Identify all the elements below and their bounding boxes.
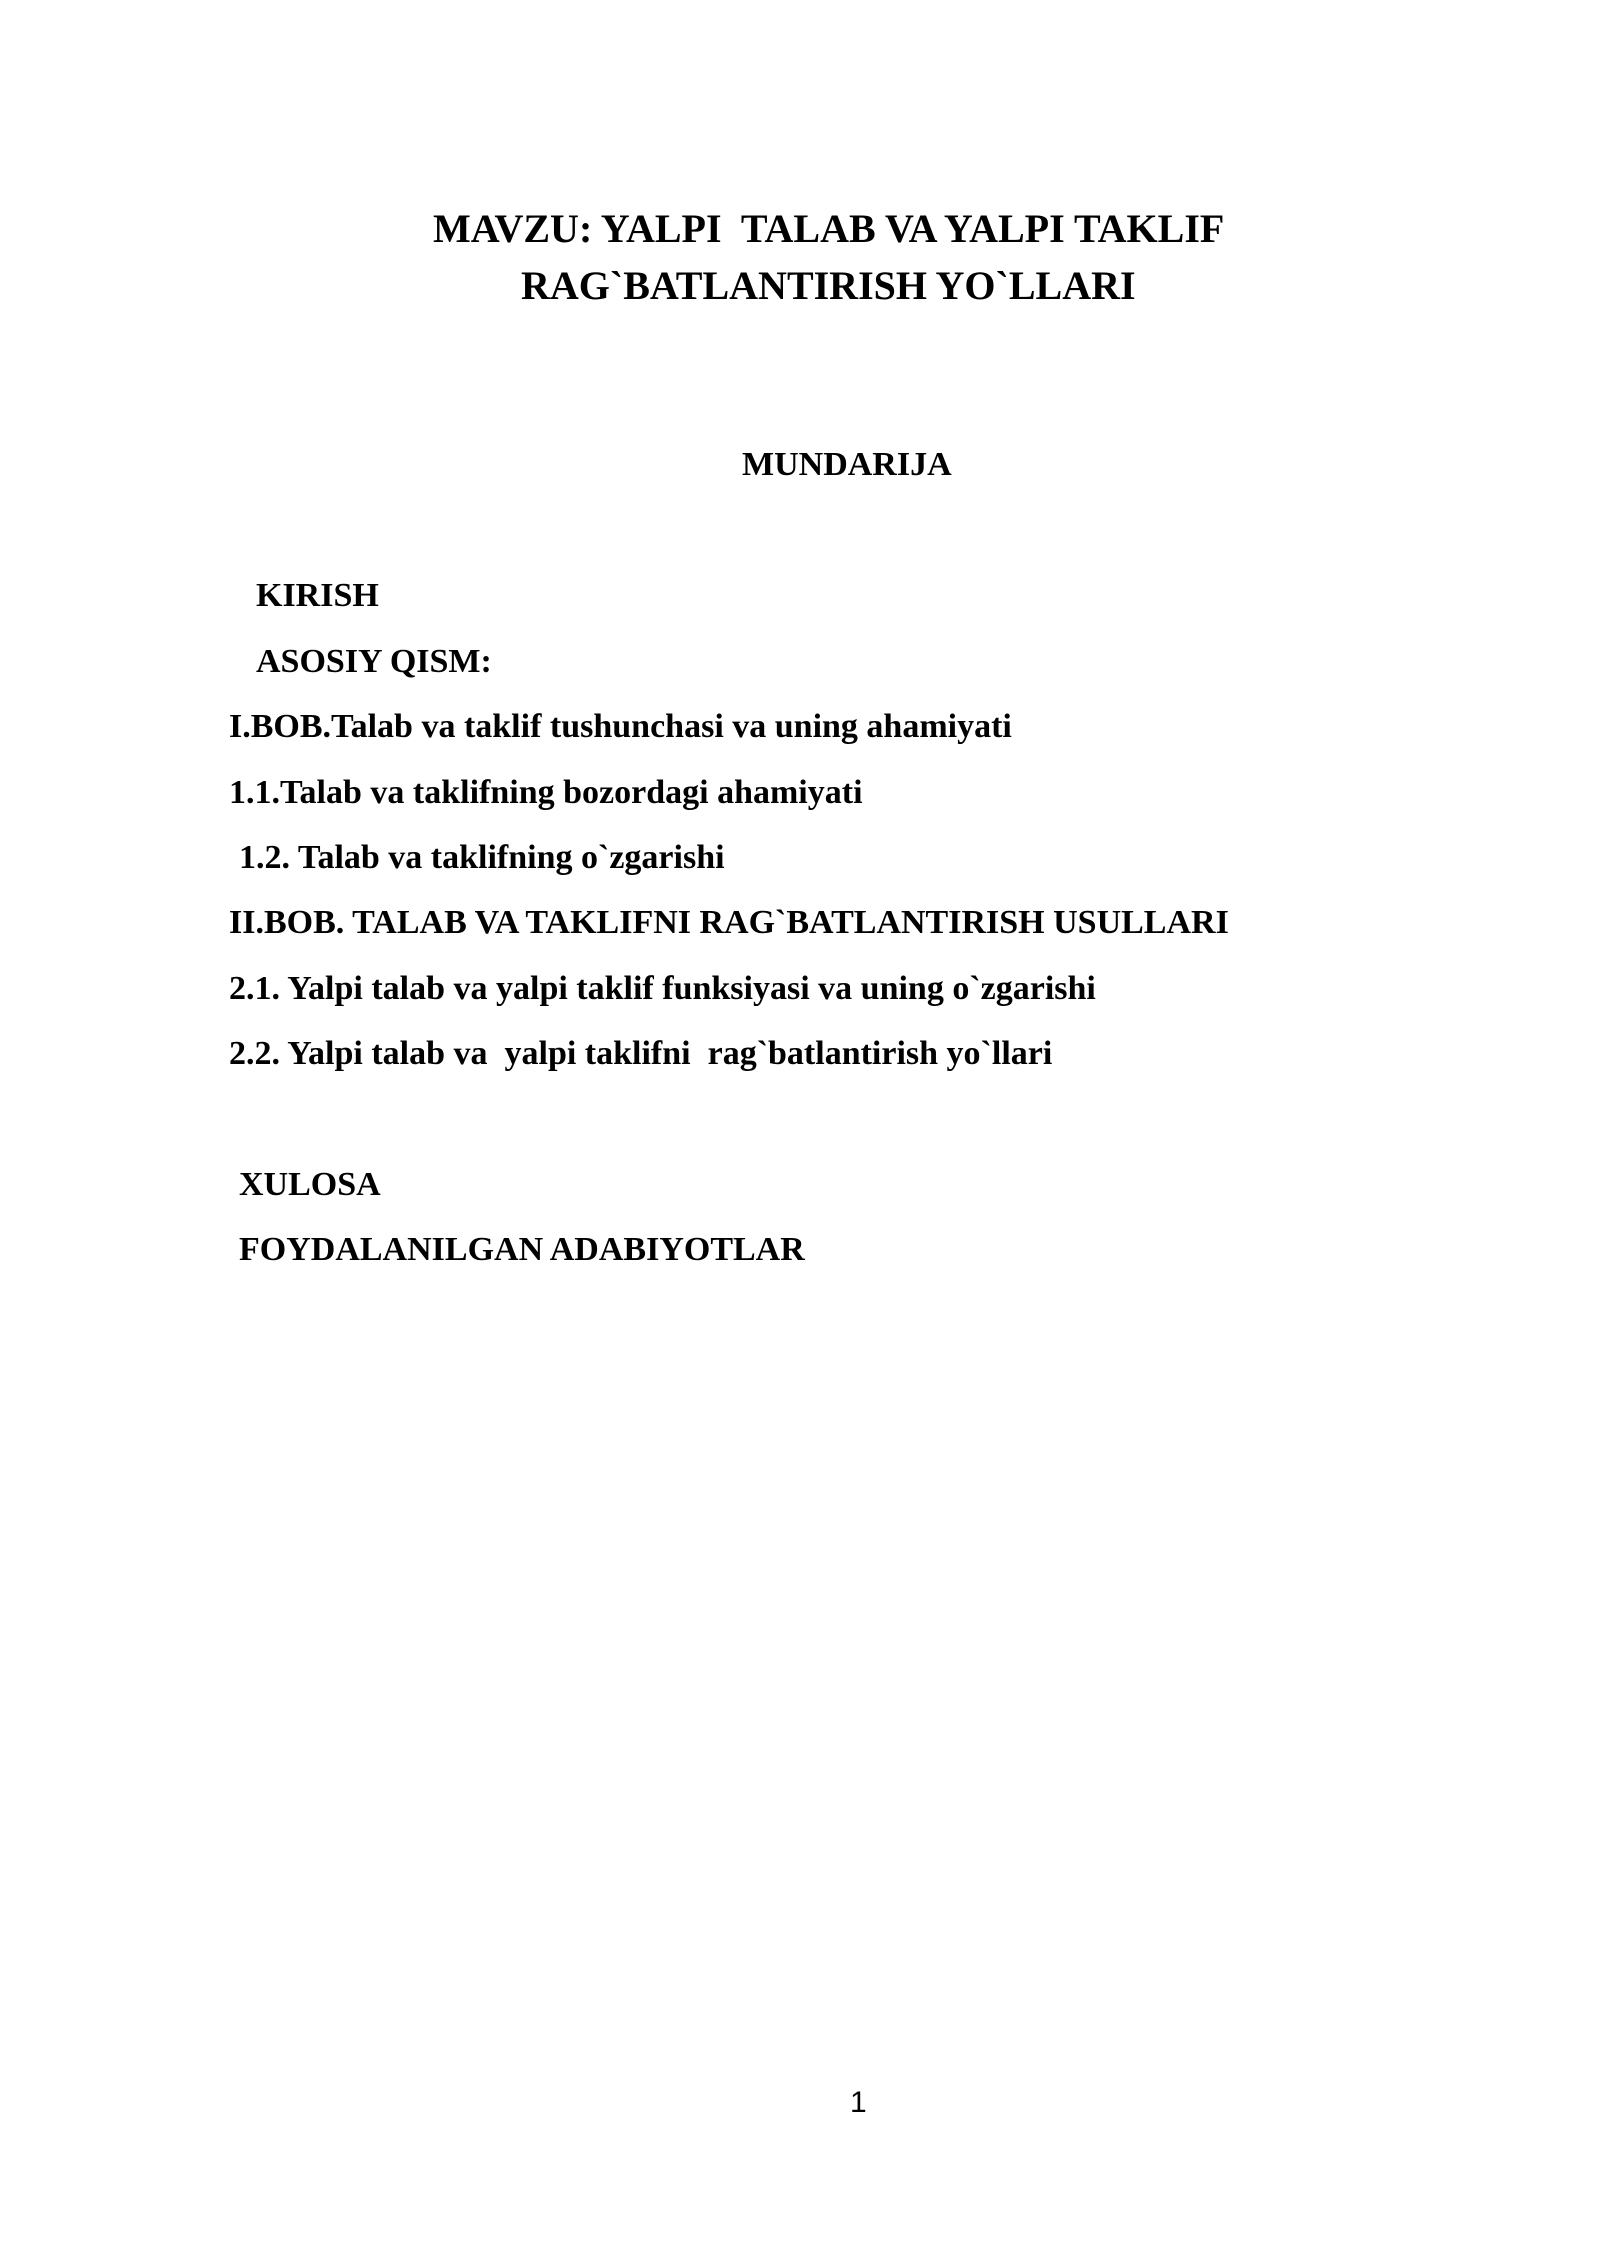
document-title-line-2: RAG`BATLANTIRISH YO`LLARI xyxy=(521,263,1136,308)
toc-entry-xulosa: XULOSA xyxy=(239,1166,381,1203)
toc-entry-asosiy-qism: ASOSIY QISM: xyxy=(256,643,492,680)
toc-entry-kirish: KIRISH xyxy=(256,577,379,614)
document-title-line-1: MAVZU: YALPI TALAB VA YALPI TAKLIF xyxy=(433,206,1225,251)
page-number: 1 xyxy=(850,2086,867,2119)
toc-heading: MUNDARIJA xyxy=(742,446,952,483)
toc-entry-references: FOYDALANILGAN ADABIYOTLAR xyxy=(239,1231,805,1268)
toc-entry-section-2-1: 2.1. Yalpi talab va yalpi taklif funksiyasi va uning o`zgarishi xyxy=(229,970,1096,1007)
toc-entry-section-1-1: 1.1.Talab va taklifning bozordagi ahamiyati xyxy=(229,774,863,811)
toc-entry-chapter-1: I.BOB.Talab va taklif tushunchasi va uning ahamiyati xyxy=(229,708,1012,745)
toc-entry-section-2-2: 2.2. Yalpi talab va yalpi taklifni rag`batlantirish yo`llari xyxy=(229,1035,1053,1072)
toc-entry-chapter-2: II.BOB. TALAB VA TAKLIFNI RAG`BATLANTIRISH USULLARI xyxy=(229,904,1229,941)
toc-entry-section-1-2: 1.2. Talab va taklifning o`zgarishi xyxy=(239,839,725,876)
